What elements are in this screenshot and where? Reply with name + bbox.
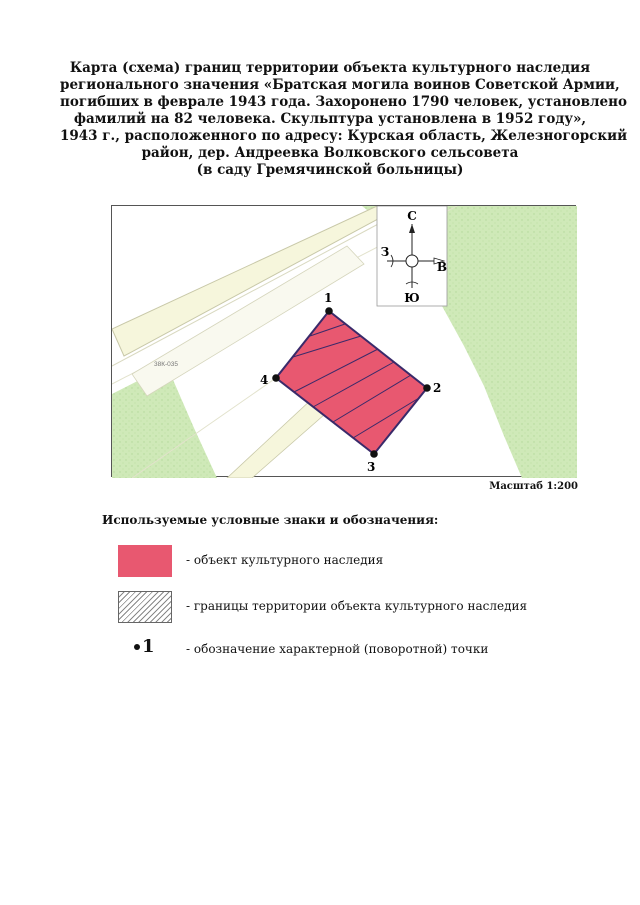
compass-west-label: З — [380, 245, 390, 259]
point-marker-4 — [272, 374, 280, 382]
map-canvas — [112, 206, 577, 478]
point-label-4: 4 — [260, 373, 269, 387]
legend-item-text: - объект культурного наследия — [186, 553, 384, 567]
title-line: (в саду Гремячинской больницы) — [196, 162, 464, 178]
compass — [377, 206, 447, 306]
title-line: регионального значения «Братская могила воинов Советской Армии, — [60, 77, 620, 93]
legend-title: Используемые условные знаки и обозначения: — [102, 513, 439, 527]
point-marker-2 — [423, 384, 431, 392]
point-label-1: 1 — [324, 291, 333, 305]
map-frame — [111, 205, 576, 477]
legend-swatch-object — [118, 545, 172, 577]
point-dot-icon — [134, 644, 140, 650]
compass-south-label: Ю — [404, 291, 420, 305]
point-label-2: 2 — [433, 381, 442, 395]
point-marker-1 — [325, 307, 333, 315]
compass-east-label: В — [436, 260, 448, 274]
legend-point-number: 1 — [142, 636, 155, 657]
legend-swatch-hatch — [118, 591, 172, 623]
title-line: Карта (схема) границ территории объекта культурного наследия — [69, 60, 591, 76]
title-line: 1943 г., расположенного по адресу: Курская область, Железногорский — [60, 128, 628, 144]
point-label-3: 3 — [367, 460, 376, 474]
legend-point-symbol — [134, 636, 155, 657]
legend-item-text: - границы территории объекта культурного наследия — [186, 599, 528, 613]
legend-item-text: - обозначение характерной (поворотной) точки — [186, 642, 489, 656]
map-scale: Масштаб 1:200 — [489, 481, 578, 492]
title-line: фамилий на 82 человека. Скульптура установлена в 1952 году», — [73, 111, 587, 127]
compass-north-label: С — [407, 209, 417, 223]
title-line: район, дер. Андреевка Волковского сельсовета — [141, 145, 519, 161]
title-line: погибших в феврале 1943 года. Захоронено 1790 человек, установлено — [60, 94, 628, 110]
point-marker-3 — [370, 450, 378, 458]
map-title — [60, 60, 628, 179]
road-label: 38К-035 — [154, 361, 179, 368]
